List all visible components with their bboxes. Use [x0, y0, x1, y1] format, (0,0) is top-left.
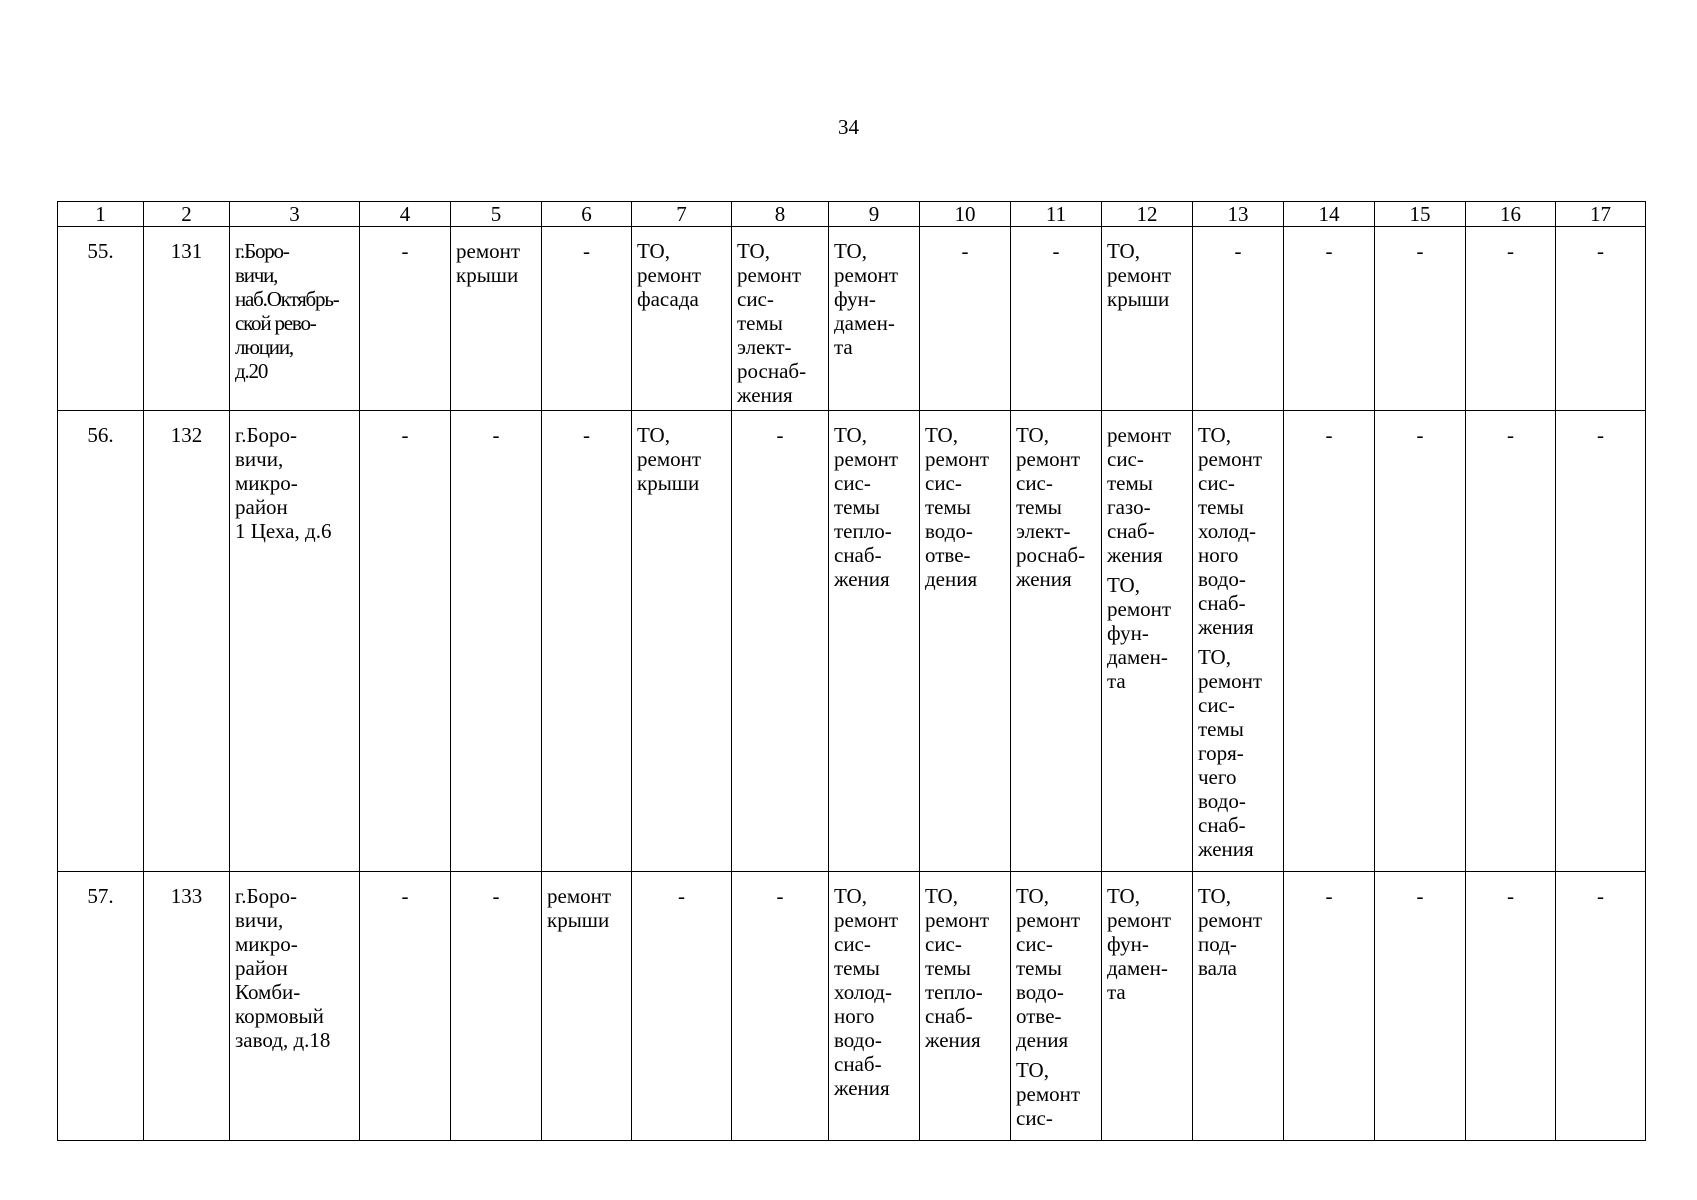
cell-text: ТО, ремонт крыши [637, 423, 702, 495]
column-number-header: 11 [1011, 202, 1102, 227]
cell-text: - [1597, 423, 1604, 447]
cell-text: - [1507, 423, 1514, 447]
work-cell [920, 872, 1011, 1141]
table-row [58, 227, 1646, 411]
cell-text: ТО, ремонт сис- [1016, 1058, 1081, 1130]
cell-text: - [401, 884, 409, 908]
empty-cell [1375, 411, 1466, 872]
cell-text: - [583, 239, 590, 263]
empty-cell [1466, 411, 1556, 872]
cell-text: ремонт сис- темы газо- снаб- жения [1107, 423, 1172, 567]
cell-text: - [1507, 239, 1514, 263]
cell-text: 132 [170, 423, 203, 447]
column-number-header: 14 [1284, 202, 1375, 227]
row-number-cell [58, 411, 144, 872]
work-cell [1102, 227, 1193, 411]
cell-text: 55. [87, 239, 114, 263]
cell-text: ТО, ремонт сис- темы тепло- снаб- жения [925, 884, 990, 1052]
cell-text: - [1325, 423, 1333, 447]
cell-text: ТО, ремонт под- вала [1198, 884, 1263, 980]
work-cell [829, 227, 920, 411]
cell-text: г.Боро- вичи, наб.Октябрь- ской рево- люции, д.20 [235, 239, 339, 383]
cell-text: ТО, ремонт сис- темы элект- роснаб- жения [1016, 423, 1086, 591]
cell-text: - [1416, 423, 1424, 447]
cell-text: - [401, 239, 409, 263]
column-number-header: 3 [230, 202, 360, 227]
column-number-header: 9 [829, 202, 920, 227]
cell-text: ТО, ремонт фун- дамен- та [1107, 884, 1172, 1004]
column-number-header: 5 [451, 202, 542, 227]
work-cell [632, 227, 732, 411]
empty-cell [1556, 227, 1646, 411]
table-row [58, 872, 1646, 1141]
empty-cell [360, 411, 451, 872]
cell-text: 133 [170, 884, 203, 908]
empty-cell [1011, 227, 1102, 411]
cell-text: - [1325, 884, 1333, 908]
cell-text: - [1234, 239, 1242, 263]
cell-text: ремонт крыши [547, 884, 612, 932]
cell-text: - [1597, 239, 1604, 263]
address-cell [230, 227, 360, 411]
work-cell [1102, 872, 1193, 1141]
cell-text: г.Боро- вичи, микро- район 1 Цеха, д.6 [235, 423, 332, 543]
cell-text: - [678, 884, 685, 908]
empty-cell [1556, 872, 1646, 1141]
cell-text: 57. [87, 884, 114, 908]
column-number-header: 4 [360, 202, 451, 227]
column-number-header: 10 [920, 202, 1011, 227]
work-cell [732, 227, 829, 411]
cell-text: ТО, ремонт сис- темы горя- чего водо- снаб- жения [1198, 645, 1263, 861]
column-number-header: 16 [1466, 202, 1556, 227]
empty-cell [1466, 872, 1556, 1141]
empty-cell [632, 872, 732, 1141]
cell-text: 56. [87, 423, 114, 447]
column-number-header: 15 [1375, 202, 1466, 227]
cell-text: ТО, ремонт сис- темы холод- ного водо- снаб- жения [1198, 423, 1263, 639]
cell-text: ТО, ремонт сис- темы водо- отве- дения [1016, 884, 1081, 1052]
empty-cell [1375, 227, 1466, 411]
cell-text: - [1507, 884, 1514, 908]
cell-text: - [776, 423, 784, 447]
empty-cell [732, 872, 829, 1141]
work-cell [1193, 872, 1284, 1141]
column-number-header: 13 [1193, 202, 1284, 227]
row-number-cell [58, 227, 144, 411]
work-cell [829, 411, 920, 872]
empty-cell [542, 411, 632, 872]
house-number-cell [144, 411, 230, 872]
empty-cell [451, 872, 542, 1141]
work-cell [1011, 411, 1102, 872]
column-number-header: 6 [542, 202, 632, 227]
empty-cell [451, 411, 542, 872]
cell-text: ТО, ремонт сис- темы холод- ного водо- снаб- жения [834, 884, 899, 1100]
work-cell [451, 227, 542, 411]
address-cell [230, 872, 360, 1141]
empty-cell [732, 411, 829, 872]
work-cell [1193, 411, 1284, 872]
column-number-header: 17 [1556, 202, 1646, 227]
cell-text: - [1416, 884, 1424, 908]
cell-text: - [583, 423, 590, 447]
empty-cell [1375, 872, 1466, 1141]
work-cell [1011, 872, 1102, 1141]
cell-text: ТО, ремонт сис- темы тепло- снаб- жения [834, 423, 899, 591]
cell-text: ТО, ремонт фасада [637, 239, 702, 311]
cell-text: ТО, ремонт фун- дамен- та [834, 239, 899, 359]
row-number-cell [58, 872, 144, 1141]
cell-text: ТО, ремонт фун- дамен- та [1107, 573, 1172, 693]
house-number-cell [144, 872, 230, 1141]
empty-cell [360, 227, 451, 411]
empty-cell [1284, 411, 1375, 872]
empty-cell [1466, 227, 1556, 411]
cell-text: - [492, 884, 500, 908]
cell-text: - [1416, 239, 1424, 263]
cell-text: г.Боро- вичи, микро- район Комби- кормовый завод, д.18 [235, 884, 331, 1052]
column-number-header: 2 [144, 202, 230, 227]
page-number: 34 [838, 115, 859, 139]
cell-text: - [961, 239, 969, 263]
cell-text: ТО, ремонт сис- темы водо- отве- дения [925, 423, 990, 591]
work-schedule-table [57, 201, 1646, 1141]
cell-text: - [492, 423, 500, 447]
empty-cell [1284, 872, 1375, 1141]
column-number-header: 7 [632, 202, 732, 227]
house-number-cell [144, 227, 230, 411]
cell-text: - [1052, 239, 1060, 263]
cell-text: ремонт крыши [456, 239, 521, 287]
cell-text: - [1325, 239, 1333, 263]
work-cell [920, 411, 1011, 872]
address-cell [230, 411, 360, 872]
empty-cell [1556, 411, 1646, 872]
cell-text: - [401, 423, 409, 447]
empty-cell [1284, 227, 1375, 411]
work-cell [1102, 411, 1193, 872]
cell-text: ТО, ремонт крыши [1107, 239, 1172, 311]
empty-cell [1193, 227, 1284, 411]
cell-text: 131 [170, 239, 203, 263]
cell-text: - [776, 884, 784, 908]
empty-cell [920, 227, 1011, 411]
work-cell [632, 411, 732, 872]
column-number-header: 8 [732, 202, 829, 227]
empty-cell [542, 227, 632, 411]
empty-cell [360, 872, 451, 1141]
column-number-row [58, 202, 1646, 227]
table-row [58, 411, 1646, 872]
work-cell [542, 872, 632, 1141]
cell-text: ТО, ремонт сис- темы элект- роснаб- жения [737, 239, 807, 407]
column-number-header: 12 [1102, 202, 1193, 227]
cell-text: - [1597, 884, 1604, 908]
column-number-header: 1 [58, 202, 144, 227]
work-cell [829, 872, 920, 1141]
